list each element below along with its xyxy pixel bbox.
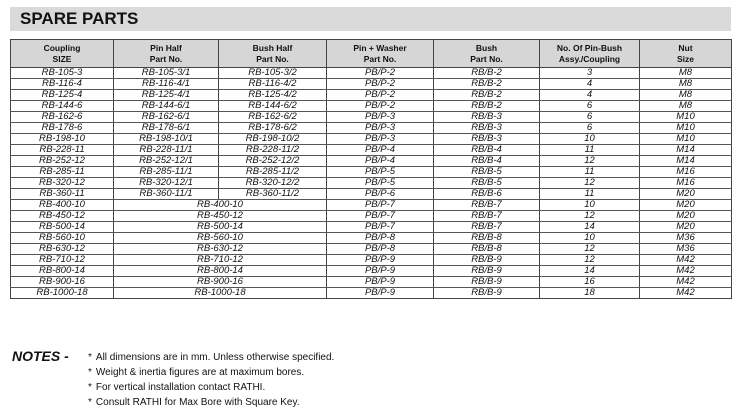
table-cell: RB/B-3	[434, 112, 540, 123]
table-cell: M16	[640, 167, 732, 178]
table-cell: RB/B-5	[434, 167, 540, 178]
table-cell: RB/B-9	[434, 277, 540, 288]
table-cell: PB/P-2	[327, 68, 434, 79]
column-header-line: Part No.	[363, 53, 397, 64]
table-cell: RB-710-12	[114, 255, 327, 266]
table-cell: PB/P-9	[327, 255, 434, 266]
table-cell: RB/B-5	[434, 178, 540, 189]
table-row	[11, 101, 732, 112]
table-cell: RB/B-9	[434, 288, 540, 299]
table-cell: 12	[540, 244, 640, 255]
note-item	[88, 350, 488, 365]
table-cell: RB-630-12	[11, 244, 114, 255]
table-cell: PB/P-9	[327, 288, 434, 299]
column-header-line: Bush	[475, 42, 498, 53]
table-cell: RB-162-6/1	[114, 112, 219, 123]
table-cell: M14	[640, 145, 732, 156]
table-cell: 10	[540, 233, 640, 244]
table-cell: M20	[640, 200, 732, 211]
table-cell: PB/P-2	[327, 101, 434, 112]
table-cell: 3	[540, 68, 640, 79]
table-body	[11, 68, 732, 299]
table-cell: RB-116-4/1	[114, 79, 219, 90]
table-cell: PB/P-9	[327, 277, 434, 288]
table-cell: PB/P-8	[327, 233, 434, 244]
table-row	[11, 244, 732, 255]
table-cell: PB/P-8	[327, 244, 434, 255]
table-row	[11, 288, 732, 299]
table-row	[11, 178, 732, 189]
table-row	[11, 123, 732, 134]
table-cell: RB-228-11/1	[114, 145, 219, 156]
table-row	[11, 200, 732, 211]
table-cell: RB-252-12/2	[219, 156, 327, 167]
table-cell: RB/B-7	[434, 200, 540, 211]
table-cell: M42	[640, 266, 732, 277]
table-cell: RB-320-12	[11, 178, 114, 189]
table-cell: M20	[640, 222, 732, 233]
column-header-line: Nut	[678, 42, 693, 53]
column-header-line: Assy./Coupling	[558, 53, 621, 64]
table-cell: RB-178-6/2	[219, 123, 327, 134]
column-header-line: Part No.	[470, 53, 503, 64]
table-cell: M8	[640, 90, 732, 101]
table-cell: RB-144-6	[11, 101, 114, 112]
table-cell: RB-198-10/1	[114, 134, 219, 145]
table-cell: M10	[640, 123, 732, 134]
table-cell: M20	[640, 211, 732, 222]
table-cell: RB-710-12	[11, 255, 114, 266]
table-row	[11, 134, 732, 145]
notes-list	[88, 350, 488, 410]
table-cell: M36	[640, 244, 732, 255]
table-cell: RB/B-8	[434, 233, 540, 244]
table-cell: M36	[640, 233, 732, 244]
table-cell: RB-320-12/1	[114, 178, 219, 189]
table-cell: RB/B-2	[434, 79, 540, 90]
note-item	[88, 380, 488, 395]
note-text: All dimensions are in mm. Unless otherwise specified.	[95, 352, 335, 363]
column-header	[114, 40, 219, 68]
table-cell: RB-900-16	[11, 277, 114, 288]
table-cell: PB/P-4	[327, 156, 434, 167]
table-cell: PB/P-3	[327, 134, 434, 145]
table-cell: RB/B-7	[434, 211, 540, 222]
table-row	[11, 233, 732, 244]
page-title: SPARE PARTS	[20, 9, 139, 28]
table-cell: RB/B-2	[434, 101, 540, 112]
table-cell: PB/P-3	[327, 112, 434, 123]
table-cell: RB-252-12	[11, 156, 114, 167]
table-row	[11, 189, 732, 200]
table-cell: RB-630-12	[114, 244, 327, 255]
table-cell: RB-800-14	[114, 266, 327, 277]
note-text: Consult RATHI for Max Bore with Square Key.	[95, 397, 300, 408]
table-cell: RB-178-6	[11, 123, 114, 134]
table-cell: 6	[540, 123, 640, 134]
table-row	[11, 68, 732, 79]
table-cell: RB-560-10	[11, 233, 114, 244]
table-cell: RB/B-4	[434, 145, 540, 156]
table-cell: RB-228-11	[11, 145, 114, 156]
table-cell: 10	[540, 200, 640, 211]
table-cell: PB/P-5	[327, 167, 434, 178]
table-cell: PB/P-9	[327, 266, 434, 277]
table-cell: RB-228-11/2	[219, 145, 327, 156]
table-cell: RB-125-4	[11, 90, 114, 101]
column-header	[434, 40, 540, 68]
table-row	[11, 145, 732, 156]
table-cell: RB-116-4	[11, 79, 114, 90]
note-text: Weight & inertia figures are at maximum bores.	[95, 367, 305, 378]
note-text: For vertical installation contact RATHI.	[95, 382, 266, 393]
table-cell: RB-105-3/2	[219, 68, 327, 79]
table-cell: M8	[640, 101, 732, 112]
column-header-line: Size	[676, 53, 694, 64]
table-cell: RB-450-12	[114, 211, 327, 222]
table-cell: RB/B-6	[434, 189, 540, 200]
column-header-line: Pin + Washer	[353, 42, 407, 53]
table-cell: RB-116-4/2	[219, 79, 327, 90]
table-cell: PB/P-3	[327, 123, 434, 134]
table-cell: 6	[540, 101, 640, 112]
table-cell: 14	[540, 266, 640, 277]
table-cell: RB-285-11	[11, 167, 114, 178]
table-row	[11, 211, 732, 222]
table-cell: 11	[540, 189, 640, 200]
table-cell: 6	[540, 112, 640, 123]
table-cell: M42	[640, 255, 732, 266]
table-cell: RB-125-4/2	[219, 90, 327, 101]
table-cell: 10	[540, 134, 640, 145]
table-cell: 14	[540, 222, 640, 233]
note-item	[88, 365, 488, 380]
table-cell: 4	[540, 79, 640, 90]
table-cell: M8	[640, 68, 732, 79]
table-cell: RB-105-3/1	[114, 68, 219, 79]
table-cell: RB-105-3	[11, 68, 114, 79]
table-cell: RB-360-11/2	[219, 189, 327, 200]
table-cell: RB-285-11/2	[219, 167, 327, 178]
table-cell: 12	[540, 178, 640, 189]
spare-parts-table	[10, 39, 732, 299]
table-cell: M42	[640, 277, 732, 288]
column-header	[640, 40, 732, 68]
table-cell: RB/B-9	[434, 255, 540, 266]
table-cell: RB-178-6/1	[114, 123, 219, 134]
table-cell: RB/B-3	[434, 134, 540, 145]
column-header-line: Part No.	[149, 53, 183, 64]
table-row	[11, 112, 732, 123]
table-cell: RB-450-12	[11, 211, 114, 222]
table-row	[11, 156, 732, 167]
table-cell: RB-162-6/2	[219, 112, 327, 123]
table-cell: RB/B-2	[434, 90, 540, 101]
table-cell: PB/P-6	[327, 189, 434, 200]
table-cell: PB/P-7	[327, 200, 434, 211]
table-row	[11, 222, 732, 233]
table-row	[11, 266, 732, 277]
title-bar	[10, 7, 731, 31]
table-row	[11, 255, 732, 266]
table-cell: M16	[640, 178, 732, 189]
table-cell: RB-360-11/1	[114, 189, 219, 200]
table-cell: 18	[540, 288, 640, 299]
table-cell: 12	[540, 156, 640, 167]
table-cell: RB-900-16	[114, 277, 327, 288]
column-header-line: No. Of Pin-Bush	[556, 42, 623, 53]
table-cell: M10	[640, 134, 732, 145]
table-cell: 11	[540, 145, 640, 156]
table-cell: RB-400-10	[114, 200, 327, 211]
table-cell: PB/P-7	[327, 211, 434, 222]
table-cell: RB/B-9	[434, 266, 540, 277]
table-cell: RB-400-10	[11, 200, 114, 211]
table-cell: RB/B-4	[434, 156, 540, 167]
table-cell: PB/P-4	[327, 145, 434, 156]
column-header-line: Bush Half	[252, 42, 293, 53]
table-cell: RB-285-11/1	[114, 167, 219, 178]
table-cell: PB/P-2	[327, 79, 434, 90]
table-cell: RB-198-10	[11, 134, 114, 145]
column-header	[11, 40, 114, 68]
note-bullet: *	[88, 397, 92, 408]
table-cell: RB-360-11	[11, 189, 114, 200]
notes-label: NOTES -	[12, 348, 69, 364]
table-row	[11, 167, 732, 178]
table-cell: PB/P-2	[327, 90, 434, 101]
note-bullet: *	[88, 352, 92, 363]
table-cell: M14	[640, 156, 732, 167]
table-cell: RB-1000-18	[11, 288, 114, 299]
table-cell: M10	[640, 112, 732, 123]
table-cell: M8	[640, 79, 732, 90]
column-header-line: SIZE	[52, 53, 72, 64]
note-bullet: *	[88, 382, 92, 393]
table-cell: RB-144-6/1	[114, 101, 219, 112]
table-row	[11, 277, 732, 288]
column-header-line: Coupling	[43, 42, 81, 53]
table-cell: 12	[540, 211, 640, 222]
table-cell: RB/B-3	[434, 123, 540, 134]
table-cell: RB/B-8	[434, 244, 540, 255]
table-cell: RB/B-7	[434, 222, 540, 233]
column-header	[327, 40, 434, 68]
table-cell: M20	[640, 189, 732, 200]
table-cell: RB-252-12/1	[114, 156, 219, 167]
table-cell: M42	[640, 288, 732, 299]
table-cell: RB-125-4/1	[114, 90, 219, 101]
table-cell: 4	[540, 90, 640, 101]
table-row	[11, 90, 732, 101]
column-header	[540, 40, 640, 68]
table-cell: RB/B-2	[434, 68, 540, 79]
table-header-row	[11, 40, 732, 68]
table-cell: RB-198-10/2	[219, 134, 327, 145]
table-row	[11, 79, 732, 90]
table-cell: 11	[540, 167, 640, 178]
note-item	[88, 395, 488, 410]
table-cell: 16	[540, 277, 640, 288]
table-cell: RB-144-6/2	[219, 101, 327, 112]
column-header	[219, 40, 327, 68]
table-cell: RB-500-14	[11, 222, 114, 233]
table-cell: RB-320-12/2	[219, 178, 327, 189]
table-cell: RB-162-6	[11, 112, 114, 123]
column-header-line: Part No.	[256, 53, 289, 64]
column-header-line: Pin Half	[150, 42, 182, 53]
table-cell: RB-560-10	[114, 233, 327, 244]
table-cell: 12	[540, 255, 640, 266]
note-bullet: *	[88, 367, 92, 378]
table-cell: PB/P-7	[327, 222, 434, 233]
table-cell: RB-1000-18	[114, 288, 327, 299]
table-cell: RB-500-14	[114, 222, 327, 233]
table-cell: RB-800-14	[11, 266, 114, 277]
table-cell: PB/P-5	[327, 178, 434, 189]
